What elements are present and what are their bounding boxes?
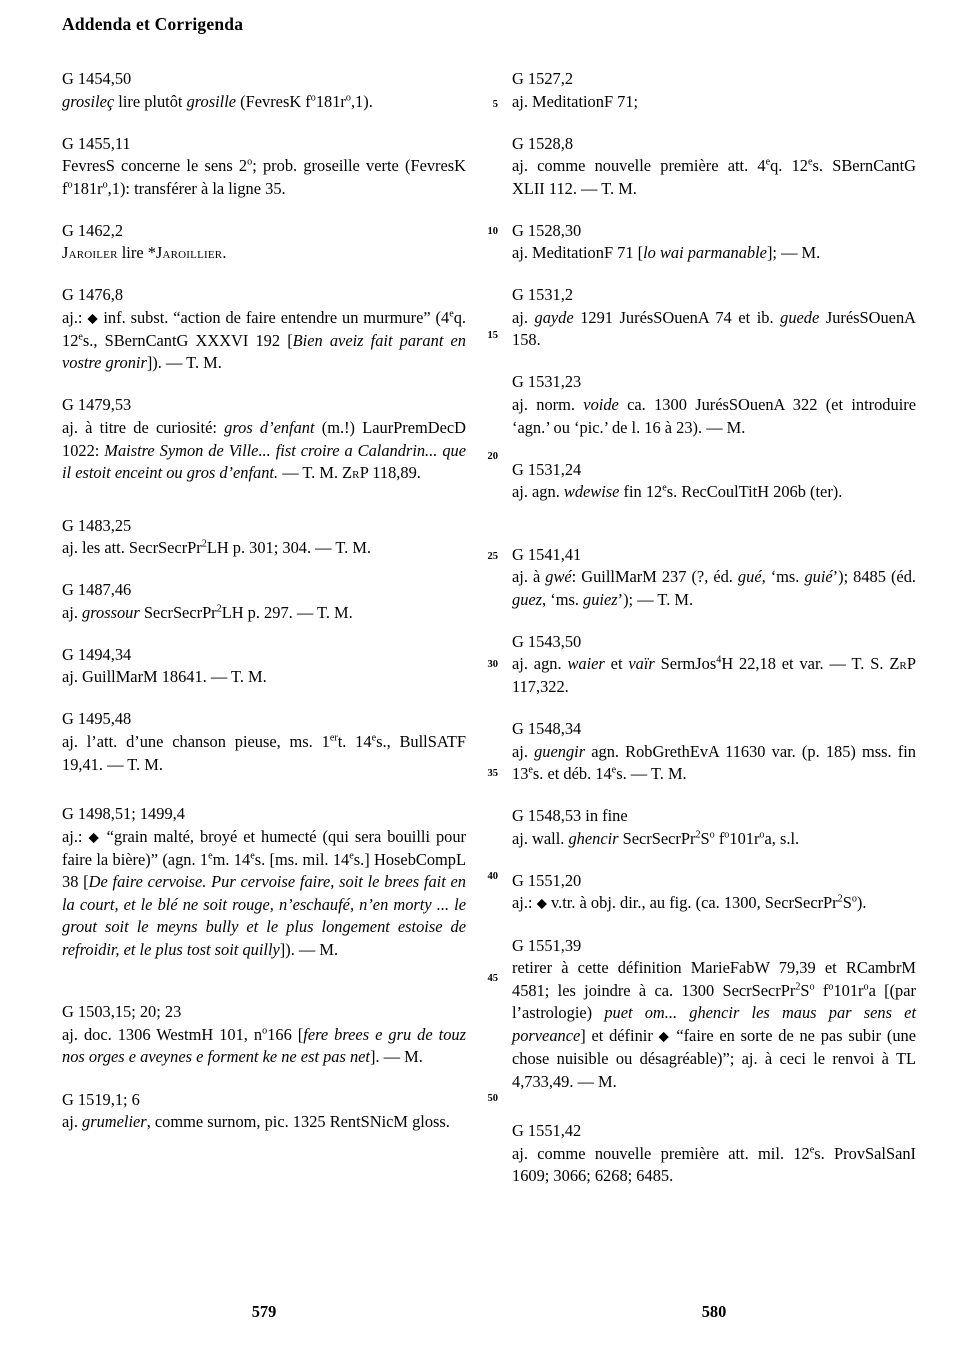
entry-body: aj. GuillMarM 18641. — T. M. [62, 667, 267, 687]
entry-body: aj. à gwé: GuillMarM 237 (?, éd. gué, ‘ms. guié’); 8485 (éd. guez, ‘ms. guiez’); — T. M. [512, 567, 916, 609]
dictionary-entry [62, 803, 466, 961]
entry-body: aj. grossour SecrSecrPr$^2$LH p. 297. — T. M. [62, 602, 353, 622]
entry-reference: G 1551,42 [512, 1121, 582, 1141]
dictionary-entry [62, 644, 466, 689]
entry-body: aj. MeditationF 71; [512, 91, 639, 111]
dictionary-entry [62, 1001, 466, 1069]
entry-body: aj.: ◆ inf. subst. “action de faire entendre un murmure” (4eq. 12es., SBernCantG XXXVI 192 [Bien aveiz fait parant en vostre gronir]). — T. M. [62, 307, 467, 373]
page-title: Addenda et Corrigenda [62, 14, 244, 34]
dictionary-entry [512, 68, 916, 113]
entry-reference: G 1543,50 [512, 631, 582, 651]
dictionary-entry [512, 935, 916, 1093]
dictionary-entry [62, 133, 466, 201]
entry-reference: G 1503,15; 20; 23 [62, 1002, 182, 1022]
dictionary-entry [512, 631, 916, 699]
dictionary-entry [512, 220, 916, 265]
entry-body: aj. les att. SecrSecrPr$^2$LH p. 301; 304. — T. M. [62, 538, 372, 558]
entry-body: aj.: ◆ “grain malté, broyé et humecté (qui sera bouilli pour faire la bière)” (agn. 1em. 14es. [ms. mil. 14es.] HosebCompL 38 [De faire cervoise. Pur cervoise faire, soit le brees fait en la court, et le blé ne soit rouge, n’eschaufé, n’en morty ... le grout soit le meyns bully et le plus longement estoise de refroidir, et le plus tost soit quilly]). — M. [62, 826, 466, 959]
entry-reference: G 1551,20 [512, 870, 582, 890]
entry-body: aj. agn. waier et vaïr SermJos$^4$H 22,18 et var. — T. S. ZrP 117,322. [512, 654, 917, 696]
entry-body: FevresS concerne le sens 2$^o$; prob. groseille verte (FevresK $f^o181r^o,1$): transférer à la ligne 35. [62, 156, 466, 198]
column-left [62, 68, 466, 1153]
entry-body: aj. comme nouvelle première att. 4eq. 12es. SBernCantG XLII 112. — T. M. [512, 156, 916, 198]
column-right [512, 68, 916, 1207]
entry-body: grosileç lire plutôt grosille (FevresK $f^o181r^o,1$). [62, 91, 373, 111]
line-number: 40 [487, 871, 498, 882]
dictionary-entry [62, 284, 466, 375]
entry-body: aj. doc. 1306 WestmH 101, $n^o166$ [fere brees e gru de touz nos orges e aveynes e forment ke ne est pas net]. — M. [62, 1024, 466, 1067]
entry-reference: G 1531,2 [512, 285, 574, 305]
dictionary-entry [512, 805, 916, 850]
dictionary-entry [62, 1089, 466, 1134]
line-number: 30 [487, 659, 498, 670]
entry-reference: G 1483,25 [62, 515, 132, 535]
entry-body: aj. à titre de curiosité: gros d’enfant (m.!) LaurPremDecD 1022: Maistre Symon de Ville... fist croire a Calandrin... que il estoit enceint ou gros d’enfant. — T. M. ZrP 118,89. [62, 418, 466, 483]
entry-body: Jaroiler lire *Jaroillier. [62, 243, 227, 263]
folio-number-left: 579 [251, 1302, 277, 1321]
dictionary-entry [512, 544, 916, 612]
entry-reference: G 1541,41 [512, 544, 582, 564]
entry-reference: G 1476,8 [62, 285, 124, 305]
dictionary-entry [512, 718, 916, 786]
dictionary-entry [62, 68, 466, 113]
entry-reference: G 1551,39 [512, 935, 582, 955]
line-number: 10 [487, 226, 498, 237]
dictionary-entry [62, 220, 466, 265]
dictionary-entry [512, 133, 916, 201]
dictionary-entry [512, 1120, 916, 1188]
entry-body: aj. guengir agn. RobGrethEvA 11630 var. (p. 185) mss. fin 13es. et déb. 14es. — T. M. [512, 741, 917, 784]
entry-body: aj.: ◆ v.tr. à obj. dir., au fig. (ca. 1300, $SecrSecrPr^2S^o$). [512, 893, 867, 913]
entry-body: aj. comme nouvelle première att. mil. 12es. ProvSalSanI 1609; 3066; 6268; 6485. [512, 1143, 917, 1186]
entry-reference: G 1498,51; 1499,4 [62, 804, 185, 824]
dictionary-entry [512, 284, 916, 352]
dictionary-entry [62, 579, 466, 624]
line-number: 20 [487, 451, 498, 462]
folio-number-right: 580 [701, 1302, 727, 1321]
entry-body: aj. gayde 1291 JurésSOuenA 74 et ib. guede JurésSOuenA 158. [512, 307, 916, 350]
entry-body: aj. l’att. d’une chanson pieuse, ms. 1ert. 14es., BullSATF 19,41. — T. M. [62, 732, 466, 774]
entry-reference: G 1454,50 [62, 69, 132, 88]
line-number: 15 [487, 330, 498, 341]
entry-reference: G 1548,53 in fine [512, 806, 628, 826]
entry-reference: G 1528,30 [512, 220, 582, 240]
dictionary-entry [512, 870, 916, 916]
entry-body: retirer à cette définition MarieFabW 79,39 et RCambrM 4581; les joindre à ca. 1300 $SecrSecrPr^2S^o$ $f^o101r^oa$ [(par l’astrologie) puet om... ghencir les maus par sens et porveance] et définir ◆ “faire en sorte de ne pas subir (une chose nuisible ou désagréable)”; aj. à ceci le renvoi à TL 4,733,49. — M. [512, 958, 916, 1091]
entry-body: aj. agn. wdewise fin 12es. RecCoulTitH 206b (ter). [512, 482, 843, 502]
dictionary-entry [62, 708, 466, 776]
entry-reference: G 1531,23 [512, 372, 582, 392]
line-number: 25 [487, 551, 498, 562]
entry-reference: G 1548,34 [512, 718, 582, 738]
entry-body: aj. wall. ghencir $SecrSecrPr^2S^o$ $f^o101r^oa$, s.l. [512, 828, 800, 848]
entry-reference: G 1519,1; 6 [62, 1089, 140, 1109]
dictionary-entry [512, 459, 916, 504]
entry-reference: G 1462,2 [62, 220, 124, 240]
dictionary-entry [62, 515, 466, 560]
entry-reference: G 1479,53 [62, 395, 132, 415]
dictionary-entry [62, 394, 466, 484]
entry-reference: G 1494,34 [62, 644, 132, 664]
line-number: 45 [487, 973, 498, 984]
line-number: 50 [487, 1093, 498, 1104]
line-number: 35 [487, 768, 498, 779]
entry-reference: G 1495,48 [62, 709, 132, 729]
entry-reference: G 1455,11 [62, 133, 131, 153]
line-number: 5 [492, 99, 498, 110]
entry-body: aj. grumelier, comme surnom, pic. 1325 RentSNicM gloss. [62, 1112, 450, 1132]
entry-reference: G 1527,2 [512, 69, 574, 88]
entry-reference: G 1528,8 [512, 133, 574, 153]
dictionary-entry [512, 371, 916, 439]
entry-reference: G 1487,46 [62, 580, 132, 600]
entry-body: aj. norm. voide ca. 1300 JurésSOuenA 322 (et introduire ‘agn.’ ou ‘pic.’ de l. 16 à 23). — M. [512, 395, 916, 437]
entry-body: aj. MeditationF 71 [lo wai parmanable]; — M. [512, 243, 821, 263]
entry-reference: G 1531,24 [512, 459, 582, 479]
